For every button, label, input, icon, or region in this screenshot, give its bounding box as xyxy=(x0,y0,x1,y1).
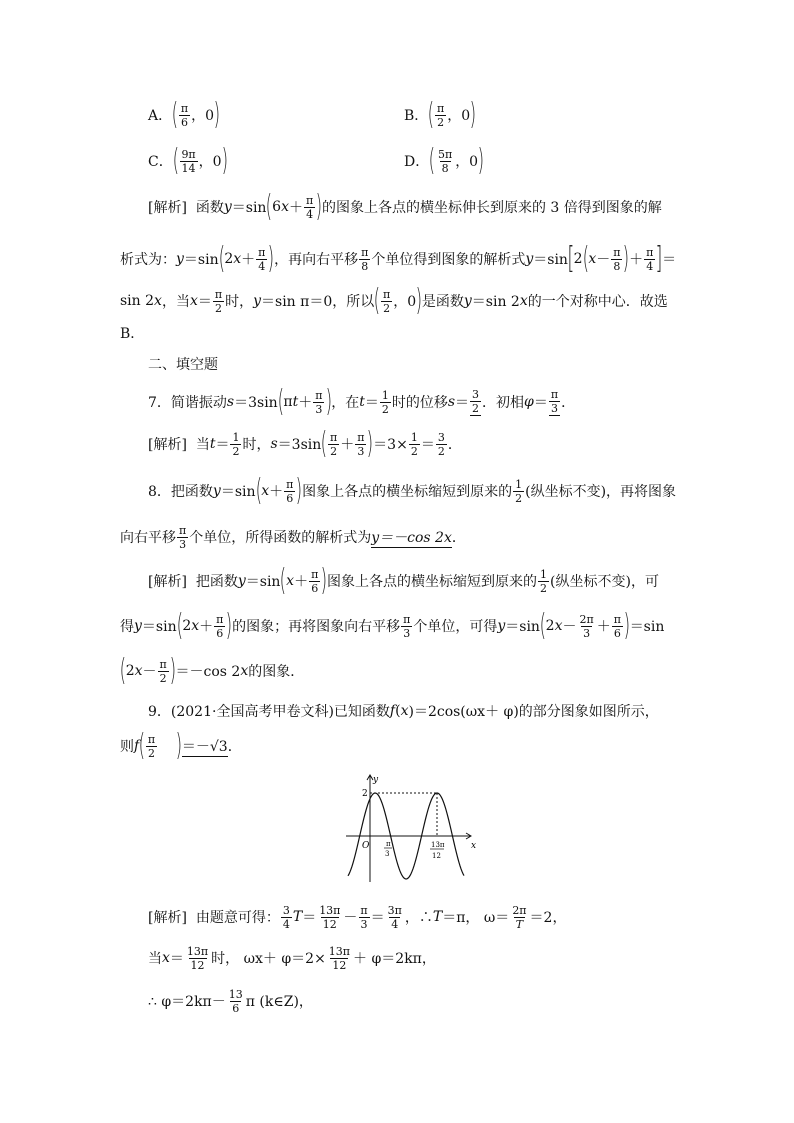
q9-answer: ＝－√3 xyxy=(182,736,228,757)
q9-stem-line-2: 则 f ( π 2 ) ＝－√3 ． xyxy=(120,728,242,763)
option-a: A． ( π 6 ，0 ) xyxy=(148,97,221,132)
x-tick1-den: 3 xyxy=(385,850,390,858)
q9-solution-line-1: [解析] 由题意可得： 3 4 T ＝ 13π 12 － π 3 ＝ 3π 4 ，∴ T ＝π， ω＝ 2π T ＝2， xyxy=(148,903,567,931)
q9-solution-line-3: ∴ φ＝2kπ－ 13 6 π (k∈Z)， xyxy=(148,987,313,1015)
q8-answer: y＝－cos 2x xyxy=(371,527,452,548)
q8-stem-line-2: 向右平移 π 3 个单位，所得函数的解析式为 y＝－cos 2x ． xyxy=(120,523,466,551)
q9-stem-line-1: 9．(2021·全国高考甲卷文科)已知函数 f ( x )＝2cos(ωx＋ φ)的部分图象如图所示， xyxy=(148,703,659,720)
y-axis-label: y xyxy=(373,775,379,785)
origin-label: O xyxy=(362,841,370,851)
option-b: B． ( π 2 ，0 ) xyxy=(404,97,477,132)
option-c: C． ( 9π 14 ，0 ) xyxy=(148,143,228,178)
x-tick2-num: 13π xyxy=(431,841,445,849)
paren-left: ( xyxy=(171,97,179,132)
option-row-ab xyxy=(0,93,794,137)
q9-solution-line-2: 当 x ＝ 13π 12 时， ωx＋ φ＝2× $\frac{13\pi}{12}$ ＋ φ＝2kπ， xyxy=(148,944,436,972)
q8-solution-line-2: 得 y ＝sin ( 2 x ＋ π 6 ) 的图象；再将图象向右平移 π 3 个单位，可得 y ＝sin ( 2 x － 2π 3 ＋ π 6 ) ＝sin xyxy=(120,608,665,643)
x-tick1-num: π xyxy=(386,840,391,848)
y-tick-label: 2 xyxy=(362,789,368,799)
cosine-graph-figure xyxy=(340,770,480,892)
q6-solution-line-2: 析式为： y ＝sin ( 2 x ＋ π 4 ) ，再向右平移 π 8 个单位得到图象的解析式 y ＝sin [ 2 ( x － π 8 ) ＋ π 4 ] ＝ xyxy=(120,241,677,276)
x-axis-label: x xyxy=(471,841,477,851)
q6-solution-line-4: B． xyxy=(120,326,145,342)
q6-solution-line-1: [解析] 函数 y ＝sin ( 6 x ＋ π 4 ) 的图象上各点的横坐标伸长到原来的 3 倍得到图象的解 xyxy=(148,189,662,224)
option-row-cd xyxy=(0,139,794,183)
q8-solution-line-1: [解析] 把函数 y ＝sin ( x ＋ π 6 ) 图象上各点的横坐标缩短到原来的 1 2 (纵坐标不变)，可 xyxy=(148,563,659,598)
cosine-graph xyxy=(340,770,480,888)
q7-solution: [解析] 当 t ＝ 1 2 时， s ＝3sin ( π 2 ＋ π 3 ) ＝3× $\frac{1}{2}$ ＝ 3 2 ． xyxy=(148,426,462,461)
section-heading: 二、填空题 xyxy=(148,357,218,373)
option-d: D． ( 5π 8 ，0 ) xyxy=(404,143,485,178)
q8-solution-line-3: ( 2 x － π 2 ) ＝－cos 2 x 的图象． xyxy=(119,653,305,688)
paren-right: ) xyxy=(213,97,221,132)
x-tick2-den: 12 xyxy=(432,852,441,860)
q6-solution-line-3: sin 2 x ，当 x ＝ π 2 时， y ＝sin π＝0，所以 ( π 2 ，0 ) 是函数 y ＝sin 2 x 的一个对称中心．故选 xyxy=(120,283,668,318)
q7-stem: 7．简谐振动 s ＝3sin ( π t ＋ π 3 ) ，在 t ＝ 1 2 时的位移 s ＝ 3 2 ．初相 φ ＝ π 3 ． xyxy=(148,384,576,419)
q8-stem-line-1: 8．把函数 y ＝sin ( x ＋ π 6 ) 图象上各点的横坐标缩短到原来的 1 2 (纵坐标不变)，再将图象 xyxy=(148,473,677,508)
